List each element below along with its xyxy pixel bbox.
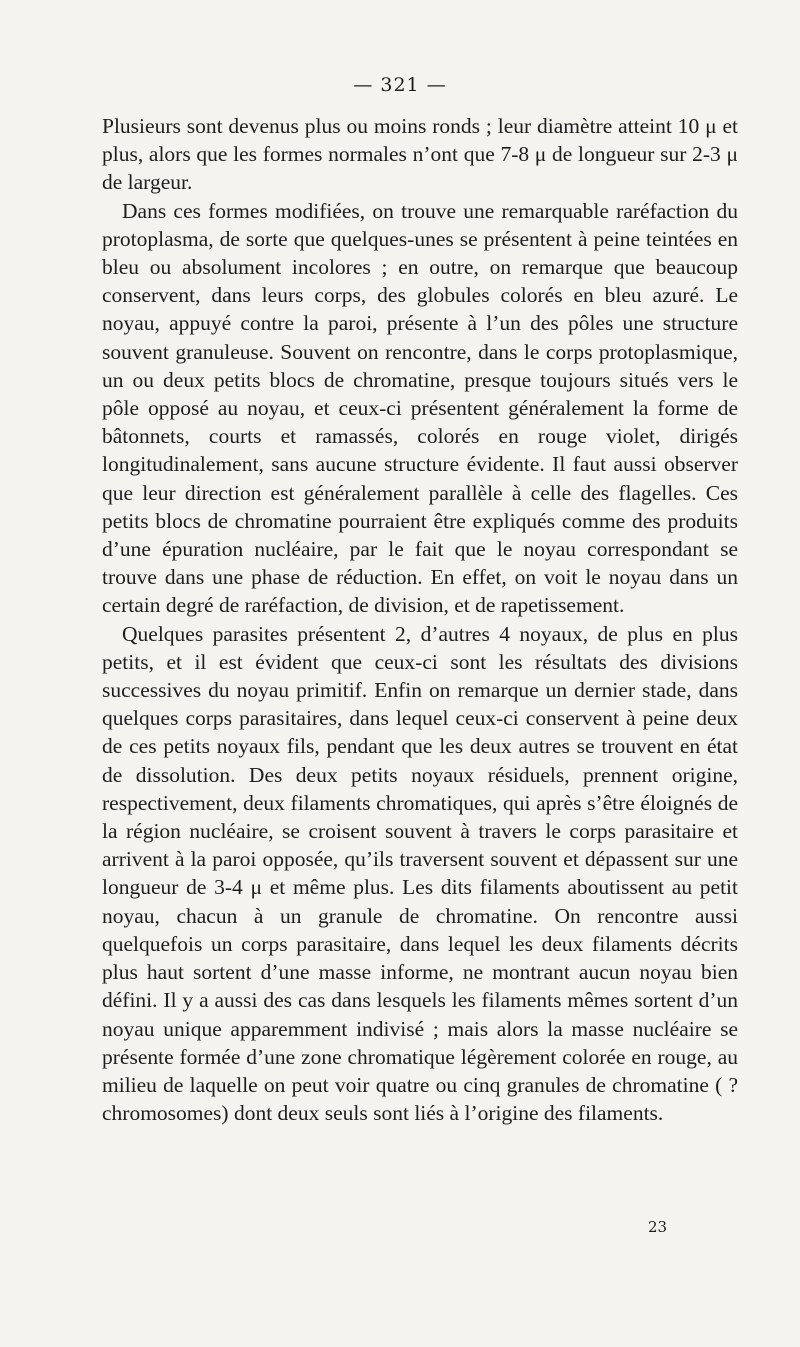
paragraph-1: Plusieurs sont devenus plus ou moins ronds ; leur diamètre atteint 10 μ et plus, alors que les formes normales n’ont que 7-8 μ de longueur sur 2-3 μ de largeur. [102,114,738,195]
body-text [102,112,738,1127]
page-number-header: — 321 — [353,74,447,96]
paragraph-3: Quelques parasites présentent 2, d’autres 4 noyaux, de plus en plus petits, et il est évident que ceux-ci sont les résultats des divisions successives du noyau primitif. Enfin on remarque un dernier stade, dans quelques corps parasitaires, dans lequel ceux-ci conservent à peine deux de ces petits noyaux fils, pendant que les deux autres se trouvent en état de dissolution. Des deux petits noyaux résiduels, prennent origine, respectivement, deux filaments chromatiques, qui après s’être éloignés de la région nucléaire, se croisent souvent à travers le corps parasitaire et arrivent à la paroi opposée, qu’ils traversent souvent et dépassent sur une longueur de 3-4 μ et même plus. Les dits filaments aboutissent au petit noyau, chacun à un granule de chromatine. On rencontre aussi quelquefois un corps parasitaire, dans lequel les deux filaments décrits plus haut sortent d’une masse informe, ne montrant aucun noyau bien défini. Il y a aussi des cas dans lesquels les filaments mêmes sortent d’un noyau unique apparemment indivisé ; mais alors la masse nucléaire se présente formée d’une zone chromatique légèrement colorée en rouge, au milieu de laquelle on peut voir quatre ou cinq granules de chromatine ( ? chromosomes) dont deux seuls sont liés à l’origine des filaments. [102,621,738,1126]
paragraph-2: Dans ces formes modifiées, on trouve une remarquable raréfaction du protoplasma, de sorte que quelques-unes se présentent à peine teintées en bleu ou absolument incolores ; en outre, on remarque que beaucoup conservent, dans leurs corps, des globules colorés en bleu azuré. Le noyau, appuyé contre la paroi, présente à l’un des pôles une structure souvent granuleuse. Souvent on rencontre, dans le corps protoplasmique, un ou deux petits blocs de chromatine, presque toujours situés vers le pôle opposé au noyau, et ceux-ci présentent généralement la forme de bâtonnets, courts et ramassés, colorés en rouge violet, dirigés longitudinalement, sans aucune structure évidente. Il faut aussi observer que leur direction est généralement parallèle à celle des flagelles. Ces petits blocs de chromatine pourraient être expliqués comme des produits d’une épuration nucléaire, par le fait que le noyau correspondant se trouve dans une phase de réduction. En effet, on voit le noyau dans un certain degré de raréfaction, de division, et de rapetissement. [102,198,738,618]
signature-mark: 23 [648,1218,668,1236]
